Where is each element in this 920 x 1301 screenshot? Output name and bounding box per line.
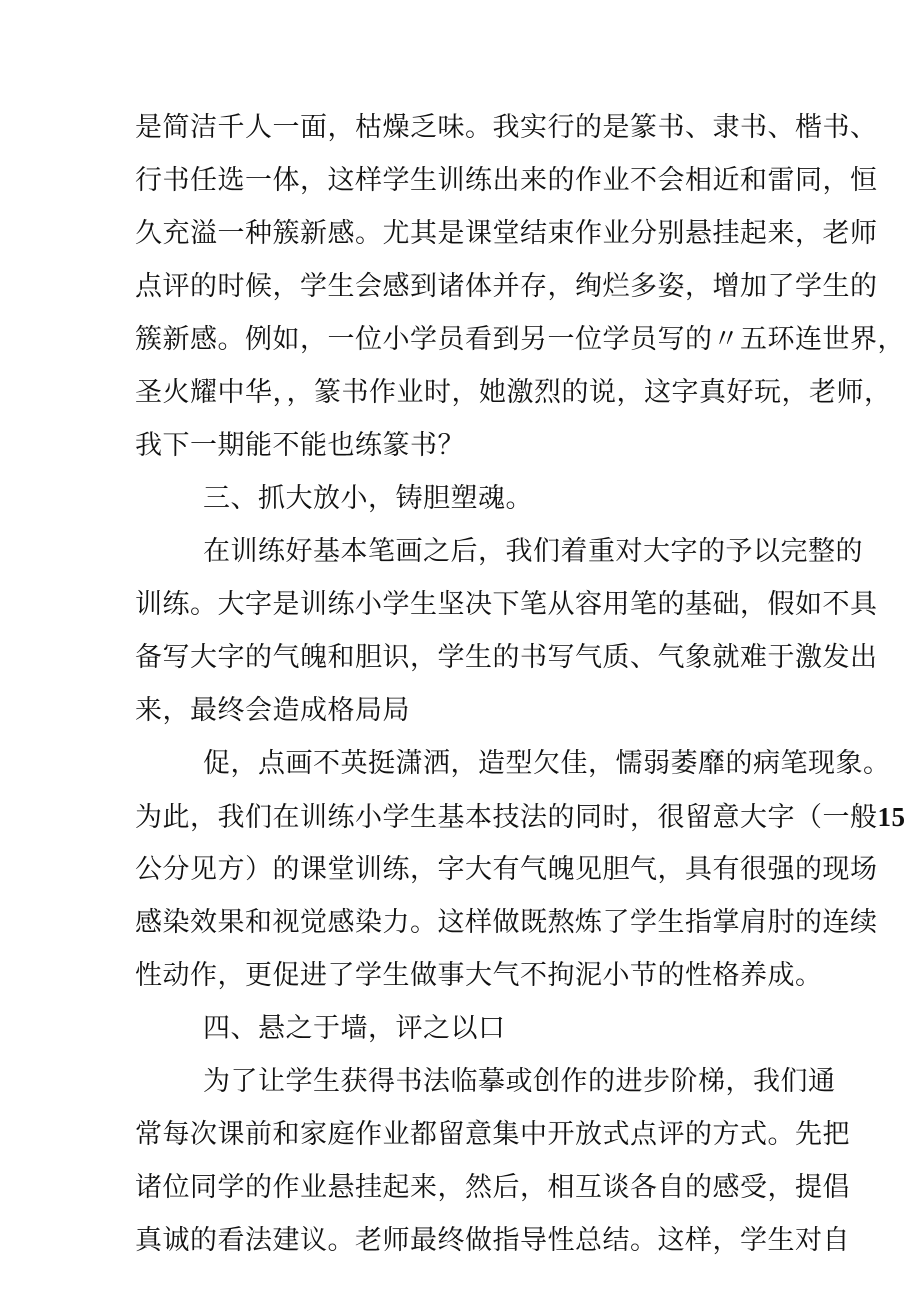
paragraph-4-line-4: 真诚的看法建议。老师最终做指导性总结。这样，学生对自 bbox=[135, 1225, 850, 1256]
paragraph-3-line-2-text: 为此，我们在训练小学生基本技法的同时，很留意大字（一般 bbox=[135, 802, 878, 833]
paragraph-1-line-6: 圣火耀中华，，篆书作业时，她激烈的说，这字真好玩，老师， bbox=[135, 377, 892, 408]
paragraph-2-line-1: 在训练好基本笔画之后，我们着重对大字的予以完整的 bbox=[203, 536, 863, 567]
paragraph-3-line-2 bbox=[135, 799, 906, 836]
paragraph-1-line-7: 我下一期能不能也练篆书？ bbox=[135, 430, 465, 461]
paragraph-3-line-5: 性动作，更促进了学生做事大气不拘泥小节的性格养成。 bbox=[135, 960, 823, 991]
section-heading-3: 三、抓大放小，铸胆塑魂。 bbox=[203, 483, 533, 514]
paragraph-1-line-2: 行书任选一体，这样学生训练出来的作业不会相近和雷同，恒 bbox=[135, 165, 878, 196]
paragraph-2-line-2: 训练。大字是训练小学生坚决下笔从容用笔的基础，假如不具 bbox=[135, 589, 878, 620]
paragraph-3-line-3: 公分见方）的课堂训练，字大有气魄见胆气，具有很强的现场 bbox=[135, 854, 878, 885]
section-heading-4: 四、悬之于墙，评之以口 bbox=[203, 1013, 506, 1044]
paragraph-3-line-4: 感染效果和视觉感染力。这样做既熬炼了学生指掌肩肘的连续 bbox=[135, 907, 878, 938]
size-number: 15 bbox=[877, 802, 906, 832]
paragraph-3-line-1: 促，点画不英挺潇洒，造型欠佳，懦弱萎靡的病笔现象。 bbox=[203, 748, 891, 779]
paragraph-4-line-2: 常每次课前和家庭作业都留意集中开放式点评的方式。先把 bbox=[135, 1119, 850, 1150]
paragraph-4-line-3: 诸位同学的作业悬挂起来，然后，相互谈各自的感受，提倡 bbox=[135, 1172, 850, 1203]
paragraph-2-line-4: 来，最终会造成格局局 bbox=[135, 695, 410, 726]
paragraph-4-line-1: 为了让学生获得书法临摹或创作的进步阶梯，我们通 bbox=[203, 1066, 836, 1097]
paragraph-2-line-3: 备写大字的气魄和胆识，学生的书写气质、气象就难于激发出 bbox=[135, 642, 878, 673]
paragraph-1-line-5: 簇新感。例如，一位小学员看到另一位学员写的〃五环连世界， bbox=[135, 324, 905, 355]
paragraph-1-line-4: 点评的时候，学生会感到诸体并存，绚烂多姿，增加了学生的 bbox=[135, 271, 878, 302]
paragraph-1-line-3: 久充溢一种簇新感。尤其是课堂结束作业分别悬挂起来，老师 bbox=[135, 218, 878, 249]
paragraph-1-line-1: 是简洁千人一面，枯燥乏味。我实行的是篆书、隶书、楷书、 bbox=[135, 112, 878, 143]
